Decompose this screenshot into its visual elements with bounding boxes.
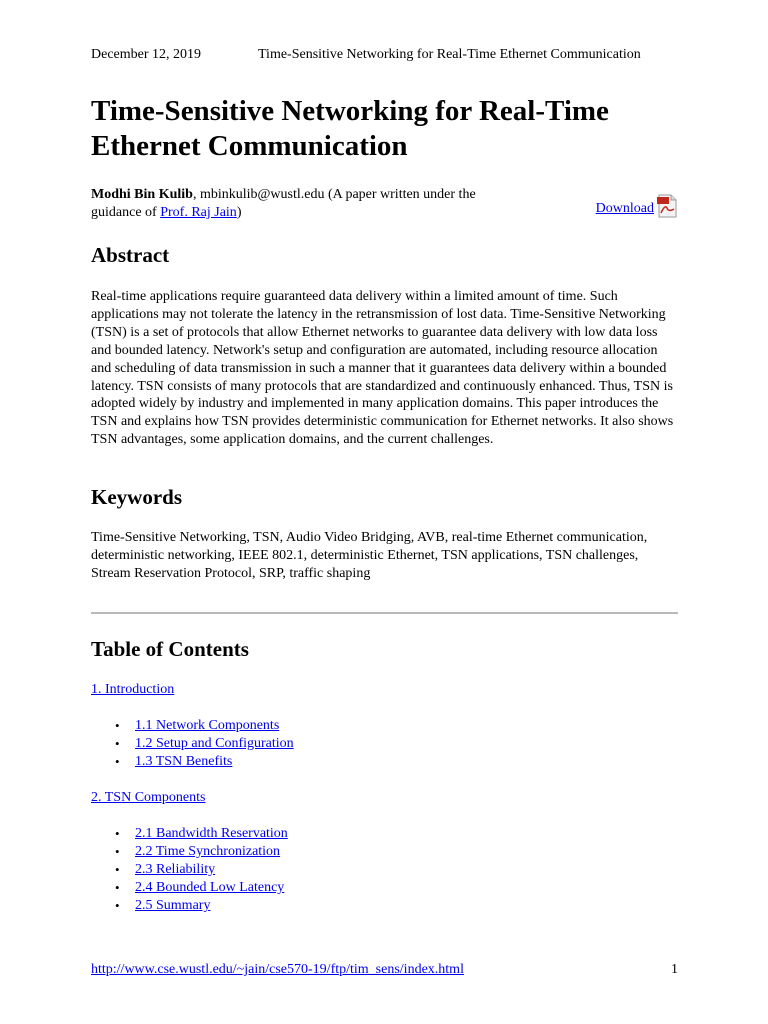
toc-link-1-3[interactable]: 1.3 TSN Benefits — [135, 754, 233, 769]
author-name: Modhi Bin Kulib — [91, 187, 193, 202]
pdf-icon[interactable] — [656, 194, 678, 218]
author-closing: ) — [236, 205, 242, 220]
toc-link-2-4[interactable]: 2.4 Bounded Low Latency — [135, 880, 285, 895]
toc-link-1-1[interactable]: 1.1 Network Components — [135, 718, 280, 733]
toc-list-tsn-components — [91, 825, 288, 915]
list-item — [91, 897, 288, 915]
header-date: December 12, 2019 — [91, 47, 202, 62]
toc-heading: Table of Contents — [91, 637, 249, 661]
page-number: 1 — [671, 962, 678, 977]
keywords-text: Time-Sensitive Networking, TSN, Audio Video Bridging, AVB, real-time Ethernet communication, deterministic networking, IEEE 802.1, deterministic Ethernet, TSN applications, TSN challenges, Stream Reservation Protocol, SRP, traffic shaping — [91, 530, 648, 581]
keywords-heading: Keywords — [91, 485, 182, 509]
list-item — [91, 753, 294, 771]
toc-list-introduction — [91, 717, 294, 771]
toc-section-introduction[interactable]: 1. Introduction — [91, 682, 175, 697]
advisor-link[interactable]: Prof. Raj Jain — [160, 205, 237, 220]
toc-link-2-5[interactable]: 2.5 Summary — [135, 898, 211, 913]
list-item — [91, 825, 288, 843]
abstract-text: Real-time applications require guaranteed data delivery within a limited amount of time. Such applications may not tolerate the latency in the retransmission of lost data. Time-Sensitive Networking (TSN) is a set of protocols that allow Ethernet networks to guarantee data delivery with low data loss and bounded latency. Network's setup and configuration are automated, including resource allocation and scheduling of data transmission in such a manner that it guarantees data delivery within a bounded latency. TSN consists of many protocols that are standardized and continuously enhanced. Thus, TSN is adopted widely by industry and implemented in many application domains. This paper introduces the TSN and explains how TSN provides deterministic communication for Ethernet networks. It also shows TSN advantages, some application domains, and the current challenges. — [91, 289, 674, 448]
toc-link-1-2[interactable]: 1.2 Setup and Configuration — [135, 736, 294, 751]
list-item — [91, 717, 294, 735]
list-item — [91, 861, 288, 879]
page-footer — [91, 962, 678, 978]
author-email-text: , mbinkulib@wustl.edu (A paper written under the guidance of — [91, 187, 476, 220]
section-divider — [91, 612, 678, 614]
abstract-heading: Abstract — [91, 243, 170, 267]
toc-link-2-2[interactable]: 2.2 Time Synchronization — [135, 844, 281, 859]
list-item — [91, 843, 288, 861]
list-item — [91, 735, 294, 753]
toc-section-tsn-components[interactable]: 2. TSN Components — [91, 790, 206, 805]
toc-link-2-1[interactable]: 2.1 Bandwidth Reservation — [135, 826, 288, 841]
author-block — [91, 186, 511, 222]
page-title: Time-Sensitive Networking for Real-Time Ethernet Communication — [91, 95, 609, 162]
header-title: Time-Sensitive Networking for Real-Time Ethernet Communication — [258, 47, 641, 62]
toc-link-2-3[interactable]: 2.3 Reliability — [135, 862, 216, 877]
download-link[interactable]: Download — [595, 201, 654, 216]
list-item — [91, 879, 288, 897]
download-area — [596, 194, 678, 218]
footer-url-link[interactable]: http://www.cse.wustl.edu/~jain/cse570-19/ftp/tim_sens/index.html — [91, 962, 464, 977]
